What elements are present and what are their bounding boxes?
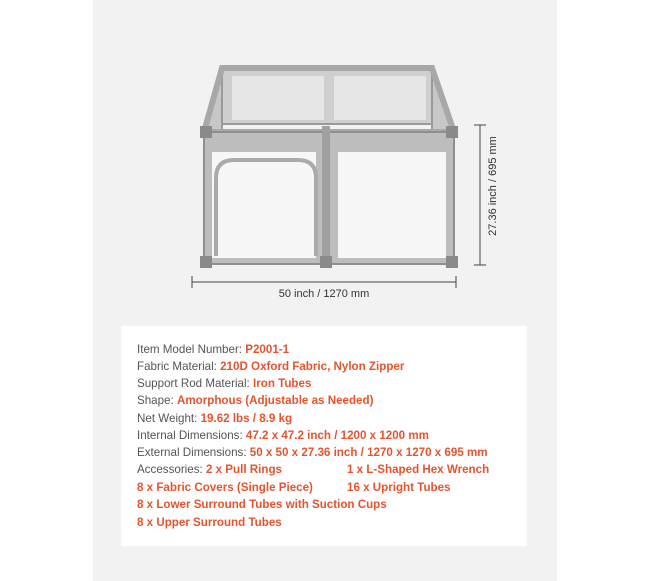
spec-accessories: Accessories: 2 x Pull Rings bbox=[137, 463, 282, 476]
spec-shape: Shape: Amorphous (Adjustable as Needed) bbox=[137, 394, 374, 407]
spec-model: Item Model Number: P2001-1 bbox=[137, 343, 290, 356]
accessory-item: 8 x Fabric Covers (Single Piece) bbox=[137, 481, 313, 494]
spec-rod: Support Rod Material: Iron Tubes bbox=[137, 377, 312, 390]
spec-fabric: Fabric Material: 210D Oxford Fabric, Nylon Zipper bbox=[137, 360, 405, 373]
spec-external-dimensions: External Dimensions: 50 x 50 x 27.36 inch / 1270 x 1270 x 695 mm bbox=[137, 446, 488, 459]
spec-internal-dimensions: Internal Dimensions: 47.2 x 47.2 inch / 1200 x 1200 mm bbox=[137, 429, 429, 442]
accessory-item: 16 x Upright Tubes bbox=[347, 481, 451, 494]
height-dimension-label: 27.36 inch / 695 mm bbox=[487, 136, 499, 236]
accessory-item: 1 x L-Shaped Hex Wrench bbox=[347, 463, 490, 476]
specifications-card bbox=[121, 326, 527, 546]
width-dimension-line bbox=[188, 276, 460, 288]
playpen-image bbox=[188, 60, 472, 276]
accessory-item: 8 x Upper Surround Tubes bbox=[137, 516, 282, 529]
spec-weight: Net Weight: 19.62 lbs / 8.9 kg bbox=[137, 412, 293, 425]
width-dimension-label: 50 inch / 1270 mm bbox=[278, 288, 370, 300]
accessory-item: 8 x Lower Surround Tubes with Suction Cups bbox=[137, 498, 387, 511]
